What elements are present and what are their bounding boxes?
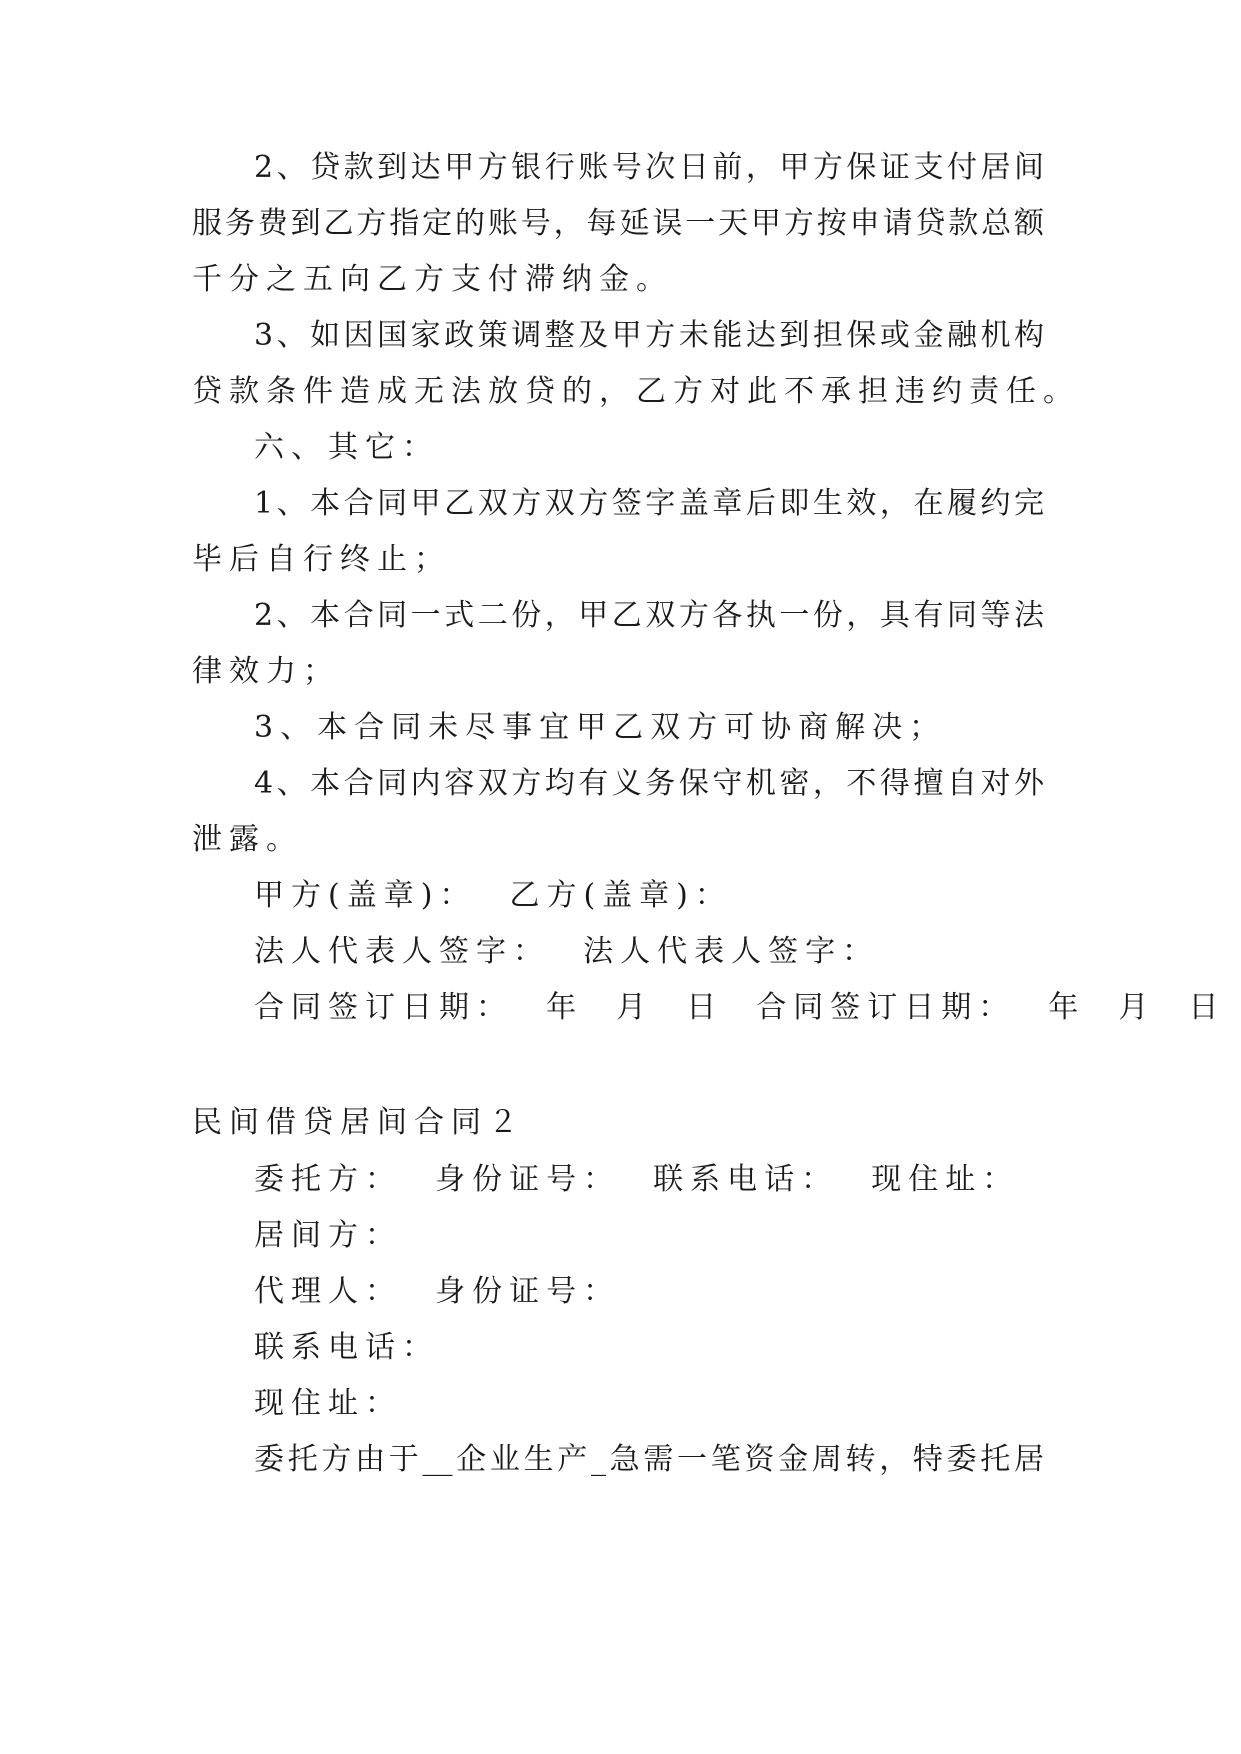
paragraph-line: 泄露。 (192, 822, 303, 857)
paragraph-line: 2、贷款到达甲方银行账号次日前，甲方保证支付居间 (254, 150, 1044, 185)
paragraph-line: 贷款条件造成无法放贷的，乙方对此不承担违约责任。 (192, 374, 1080, 409)
document-title: 民间借贷居间合同２ (192, 1105, 525, 1140)
party-line: 居间方： (254, 1218, 402, 1253)
party-line: 联系电话： (254, 1330, 439, 1365)
signature-line: 甲方(盖章)： 乙方(盖章)： (254, 878, 732, 913)
paragraph-line: 服务费到乙方指定的账号，每延误一天甲方按申请贷款总额 (192, 206, 1044, 241)
paragraph-line: 3、如因国家政策调整及甲方未能达到担保或金融机构 (254, 318, 1044, 353)
paragraph-line: 1、本合同甲乙双方双方签字盖章后即生效，在履约完 (254, 486, 1044, 521)
paragraph-line: 委托方由于__企业生产_急需一笔资金周转，特委托居 (254, 1442, 1044, 1477)
paragraph-line: 律效力； (192, 654, 340, 689)
paragraph-line: 2、本合同一式二份，甲乙双方各执一份，具有同等法 (254, 598, 1044, 633)
date-line: 合同签订日期： 年 月 日 合同签订日期： 年 月 日 (254, 990, 1226, 1025)
signature-line: 法人代表人签字： 法人代表人签字： (254, 934, 880, 969)
paragraph-line: 4、本合同内容双方均有义务保守机密，不得擅自对外 (254, 766, 1044, 801)
paragraph-line: 3、本合同未尽事宜甲乙双方可协商解决； (254, 710, 947, 745)
paragraph-line: 毕后自行终止； (192, 542, 451, 577)
party-line: 代理人： 身份证号： (254, 1274, 621, 1309)
party-line: 现住址： (254, 1386, 402, 1421)
party-line: 委托方： 身份证号： 联系电话： 现住址： (254, 1162, 1020, 1197)
section-heading: 六、其它： (254, 430, 439, 465)
paragraph-line: 千分之五向乙方支付滞纳金。 (192, 262, 673, 297)
